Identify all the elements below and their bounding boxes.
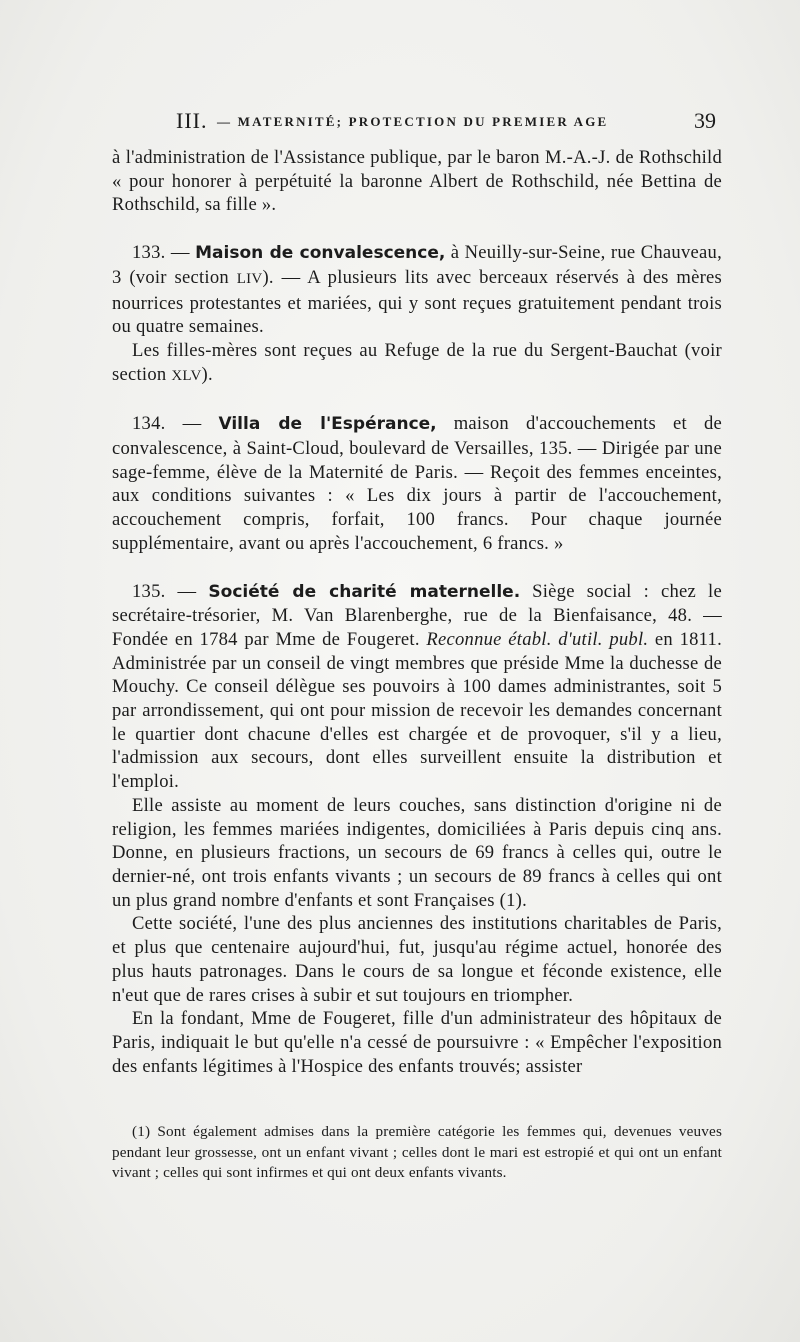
entry-text: Siège social : chez le secrétaire-trésorier, M. Van Blarenberghe, rue de la Bienfaisance, 48. — Fondée en 1784 par Mme de Fougeret.: [112, 580, 722, 650]
entry-135-para2: Elle assiste au moment de leurs couches, sans distinction d'origine ni de religion, les femmes mariées indigentes, domiciliées à Paris depuis cinq ans. Donne, en plusieurs fractions, un secours de 69 francs à celles qui, outre le dernier-né, ont trois enfants vivants ; un secours de 89 francs à celles qui ont un plus grand nombre d'enfants et sont Françaises (1).: [112, 794, 722, 911]
entry-text: ). — A plusieurs lits avec berceaux réservés à des mères nourrices protestantes et mariées, qui y sont reçues gratuitement pendant trois ou quatre semaines.: [112, 266, 723, 338]
entry-title: Société de charité maternelle.: [208, 581, 521, 602]
entry-number: 134. —: [132, 413, 202, 435]
main-text: [112, 146, 722, 1078]
entry-text: maison d'accouchements et de convalescence, à Saint-Cloud, boulevard de Versailles, 135. — Dirigée par une sage-femme, élève de la Maternité de Paris. — Reçoit des femmes enceintes, aux conditions suivantes : « Les dix jours à partir de l'accouchement, accouchement compris, forfait, 100 francs. Pour chaque journée supplémentaire, avant ou après l'accouchement, 6 francs. »: [112, 413, 723, 554]
section-ref: XLV: [171, 367, 202, 384]
entry-title: Villa de l'Espérance,: [218, 414, 437, 435]
entry-number: 133. —: [132, 242, 190, 264]
entry-135-para3: Cette société, l'une des plus anciennes des institutions charitables de Paris, et plus que centenaire aujourd'hui, fut, jusqu'au régime actuel, honorée des plus hauts patronages. Dans le cours de sa longue et féconde existence, elle n'eut que de rares crises à subir et sut toujours en triompher.: [112, 913, 722, 1006]
page-number: 39: [694, 108, 716, 133]
running-title: — MATERNITÉ; PROTECTION DU PREMIER AGE: [217, 114, 609, 129]
footnote: [112, 1122, 722, 1184]
entry-133: [112, 241, 722, 339]
entry-italic: Reconnue établ. d'util. publ.: [426, 628, 649, 650]
footnote-text: (1) Sont également admises dans la première catégorie les femmes qui, devenues veuves pendant leur grossesse, ont un enfant vivant ; celles dont le mari est estropié et qui ont un enfant vivant ; celles qui sont infirmes et qui ont deux enfants vivants.: [112, 1123, 722, 1181]
running-header: [112, 108, 716, 144]
entry-title: Maison de convalescence,: [195, 243, 446, 264]
entry-text: Les filles-mères sont reçues au Refuge de la rue du Sergent-Bauchat (voir section: [112, 339, 722, 385]
entry-text: ).: [201, 363, 213, 385]
entry-text: à Neuilly-sur-Seine, rue Chauveau, 3 (voir section: [112, 242, 722, 288]
entry-text: en 1811. Administrée par un conseil de vingt membres que préside Mme la duchesse de Mouchy. Ce conseil délègue ses pouvoirs à 100 dames administrantes, soit 5 par arrondissement, qui ont pour mission de recevoir les demandes concernant le quartier dont chacune d'elles est chargée et de provoquer, s'il y a lieu, l'admission aux secours, dont elles surveillent ensuite la distribution et l'emploi.: [112, 628, 722, 793]
intro-paragraph: à l'administration de l'Assistance publique, par le baron M.-A.-J. de Rothschild « pour honorer à perpétuité la baronne Albert de Rothschild, née Bettina de Rothschild, sa fille ».: [112, 147, 722, 216]
entry-133-note: [112, 339, 722, 388]
entry-135: [112, 580, 722, 794]
entry-135-para4: En la fondant, Mme de Fougeret, fille d'un administrateur des hôpitaux de Paris, indiquait le but qu'elle n'a cessé de poursuivre : « Empêcher l'exposition des enfants légitimes à l'Hospice des enfants trouvés; assister: [112, 1008, 722, 1077]
entry-number: 135. —: [132, 580, 197, 602]
entry-134: [112, 412, 722, 555]
section-ref: LIV: [236, 270, 263, 287]
chapter-number: III.: [176, 108, 208, 133]
